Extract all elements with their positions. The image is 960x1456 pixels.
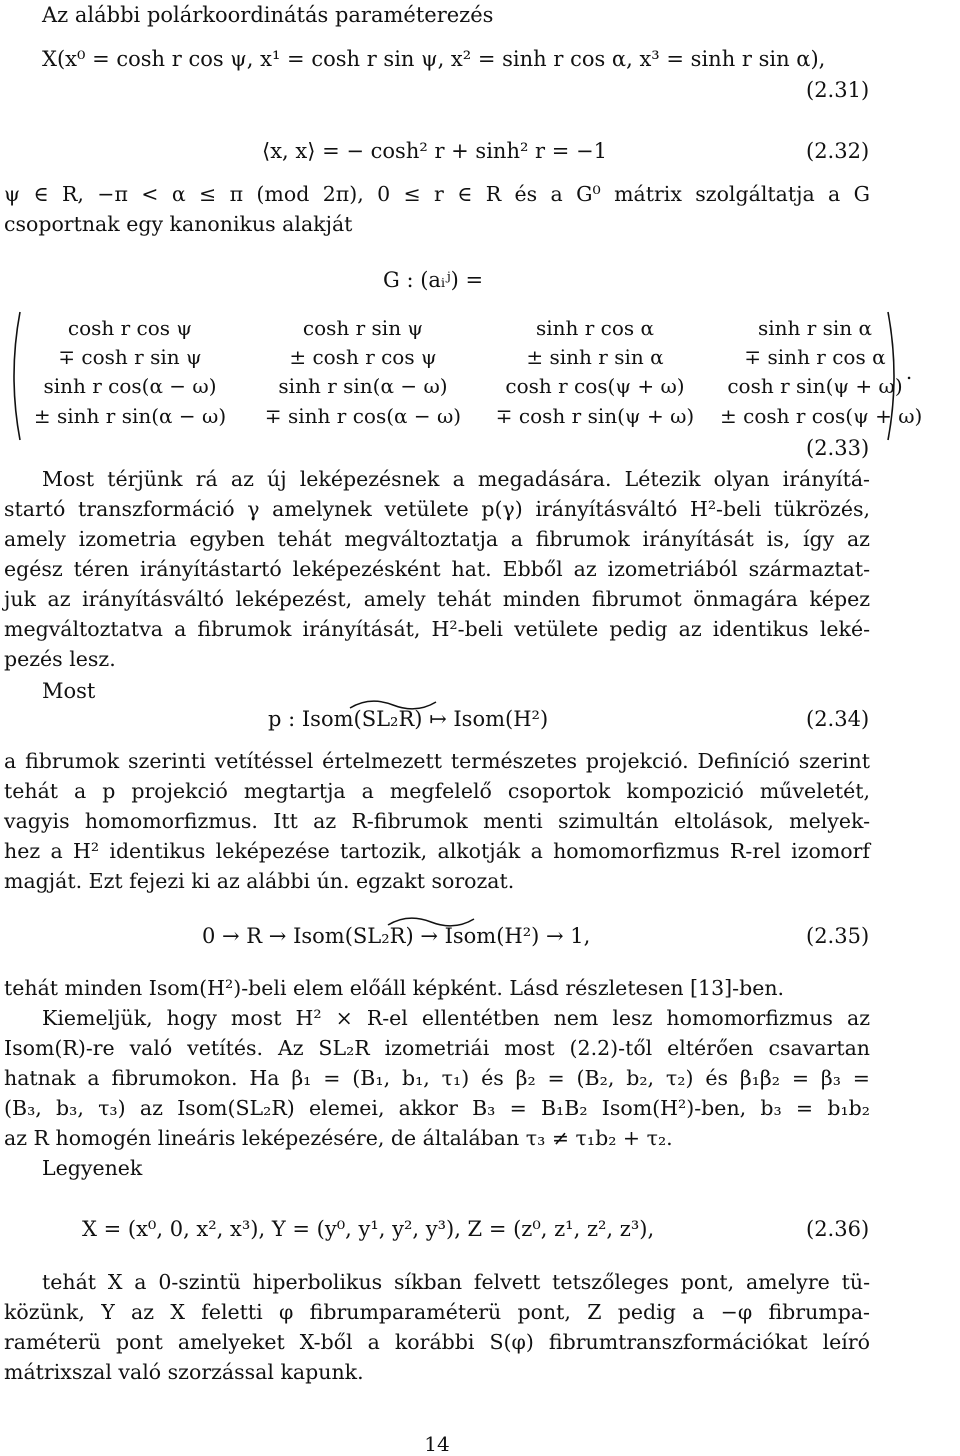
paragraph-line: juk az irányításváltó leképezést, amely tehát minden fibrumot önmagára képez [4, 587, 870, 611]
matrix-cell: cosh r sin ψ [302, 316, 424, 340]
equation-2-31: X(x⁰ = cosh r cos ψ, x¹ = cosh r sin ψ, x² = sinh r cos α, x³ = sinh r sin α), [42, 47, 826, 71]
matrix-cell: ± sinh r sin α [526, 345, 664, 369]
paragraph-line: amely izometria egyben tehát megváltoztatja a fibrumok irányítását is, így az [4, 527, 870, 551]
paragraph-line: raméterü pont amelyeket X-ből a korábbi S(φ) fibrumtranszformációkat leíró [4, 1330, 870, 1354]
equation-number-2-31: (2.31) [806, 78, 870, 102]
paragraph-line: Isom(R)-re való vetítés. Az SL₂R izometriái most (2.2)-től eltérően csavartan [4, 1036, 870, 1060]
paragraph-line: közünk, Y az X feletti φ fibrumparaméterü pont, Z pedig a −φ fibrumpa- [4, 1300, 870, 1324]
paragraph-line: mátrixszal való szorzással kapunk. [4, 1360, 364, 1384]
paragraph-line: csoportnak egy kanonikus alakját [4, 212, 353, 236]
paragraph-line: Legyenek [42, 1156, 143, 1180]
matrix-cell: ∓ sinh r cos α [744, 345, 886, 369]
paragraph-line: vagyis homomorfizmus. Itt az R-fibrumok menti szimultán eltolások, melyek- [4, 809, 870, 833]
paragraph-line: az R homogén lineáris leképezésére, de általában τ₃ ≠ τ₁b₂ + τ₂. [4, 1126, 673, 1150]
equation-number-2-32: (2.32) [806, 139, 870, 163]
equation-2-35: 0 → R → Isom(SL₂R) → Isom(H²) → 1, [202, 924, 591, 948]
equation-2-34: p : Isom(SL₂R) ↦ Isom(H²) [268, 707, 549, 731]
matrix-cell: ∓ cosh r sin(ψ + ω) [495, 404, 695, 428]
left-parenthesis [6, 310, 22, 442]
paragraph-line: pezés lesz. [4, 647, 116, 671]
matrix-cell: ± cosh r cos(ψ + ω) [720, 404, 923, 428]
paragraph-line: tehát a p projekció megtartja a megfelelő csoportok kompozició műveletét, [4, 779, 870, 803]
paragraph-line: (B₃, b₃, τ₃) az Isom(SL₂R) elemei, akkor B₃ = B₁B₂ Isom(H²)-ben, b₃ = b₁b₂ [4, 1096, 870, 1120]
paragraph-line: Kiemeljük, hogy most H² × R-el ellentétben nem lesz homomorfizmus az [42, 1006, 870, 1030]
matrix-cell: ∓ sinh r cos(α − ω) [264, 404, 462, 428]
paragraph-line: hatnak a fibrumokon. Ha β₁ = (B₁, b₁, τ₁) és β₂ = (B₂, b₂, τ₂) és β₁β₂ = β₃ = [4, 1066, 870, 1090]
paragraph-line: tehát X a 0-szintü hiperbolikus síkban felvett tetszőleges pont, amelyre tü- [42, 1270, 870, 1294]
paragraph-4 [4, 973, 870, 1183]
paragraph-5 [4, 1267, 870, 1387]
paragraph-line: a fibrumok szerinti vetítéssel értelmezett természetes projekció. Definíció szerint [4, 749, 870, 773]
matrix-cell: sinh r sin α [757, 316, 873, 340]
equation-number-2-35: (2.35) [806, 924, 870, 948]
paragraph-line: tehát minden Isom(H²)-beli elem előáll képként. Lásd részletesen [13]-ben. [4, 976, 785, 1000]
intro-line: Az alábbi polárkoordinátás paraméterezés [42, 3, 494, 27]
paragraph-3 [4, 746, 870, 896]
paragraph-line: ψ ∈ R, −π < α ≤ π (mod 2π), 0 ≤ r ∈ R és a G⁰ mátrix szolgáltatja a G [4, 182, 870, 206]
paragraph-2 [4, 464, 870, 674]
matrix-cell: sinh r cos(α − ω) [43, 374, 217, 398]
matrix-cell: sinh r cos α [535, 316, 655, 340]
equation-2-32: ⟨x, x⟩ = − cosh² r + sinh² r = −1 [262, 139, 608, 163]
tilde-accent [386, 915, 476, 929]
equation-number-2-36: (2.36) [806, 1217, 870, 1241]
equation-number-2-34: (2.34) [806, 707, 870, 731]
matrix-cell: cosh r cos(ψ + ω) [505, 374, 685, 398]
tilde-accent [348, 698, 438, 712]
most-line: Most [42, 679, 96, 703]
equation-2-36: X = (x⁰, 0, x², x³), Y = (y⁰, y¹, y², y³), Z = (z⁰, z¹, z², z³), [82, 1217, 655, 1241]
paragraph-line: hez a H² identikus leképezése tartozik, alkotják a homomorfizmus R-rel izomorf [4, 839, 870, 863]
page-number: 14 [424, 1432, 450, 1456]
paragraph-1 [4, 179, 870, 239]
matrix-cell: ± sinh r sin(α − ω) [33, 404, 227, 428]
matrix-cell: sinh r sin(α − ω) [278, 374, 448, 398]
paragraph-line: egész téren irányítástartó leképezésként hat. Ebből az izometriából származtat- [4, 557, 870, 581]
matrix-trailing-period: . [905, 360, 913, 384]
paragraph-line: megváltoztatva a fibrumok irányítását, H²-beli vetülete pedig az identikus leké- [4, 617, 870, 641]
paragraph-line: Most térjünk rá az új leképezésnek a megadására. Létezik olyan irányítá- [42, 467, 870, 491]
matrix-cell: ∓ cosh r sin ψ [58, 345, 202, 369]
paragraph-line: magját. Ezt fejezi ki az alábbi ún. egzakt sorozat. [4, 869, 515, 893]
matrix-cell: cosh r cos ψ [67, 316, 193, 340]
paragraph-line: startó transzformáció γ amelynek vetülete p(γ) irányításváltó H²-beli tükrözés, [4, 497, 870, 521]
equation-number-2-33: (2.33) [806, 436, 870, 460]
matrix-g [0, 310, 923, 442]
matrix-cell: cosh r sin(ψ + ω) [727, 374, 903, 398]
matrix-cell: ± cosh r cos ψ [289, 345, 437, 369]
matrix-lhs: G : (aᵢʲ) = [383, 268, 484, 292]
